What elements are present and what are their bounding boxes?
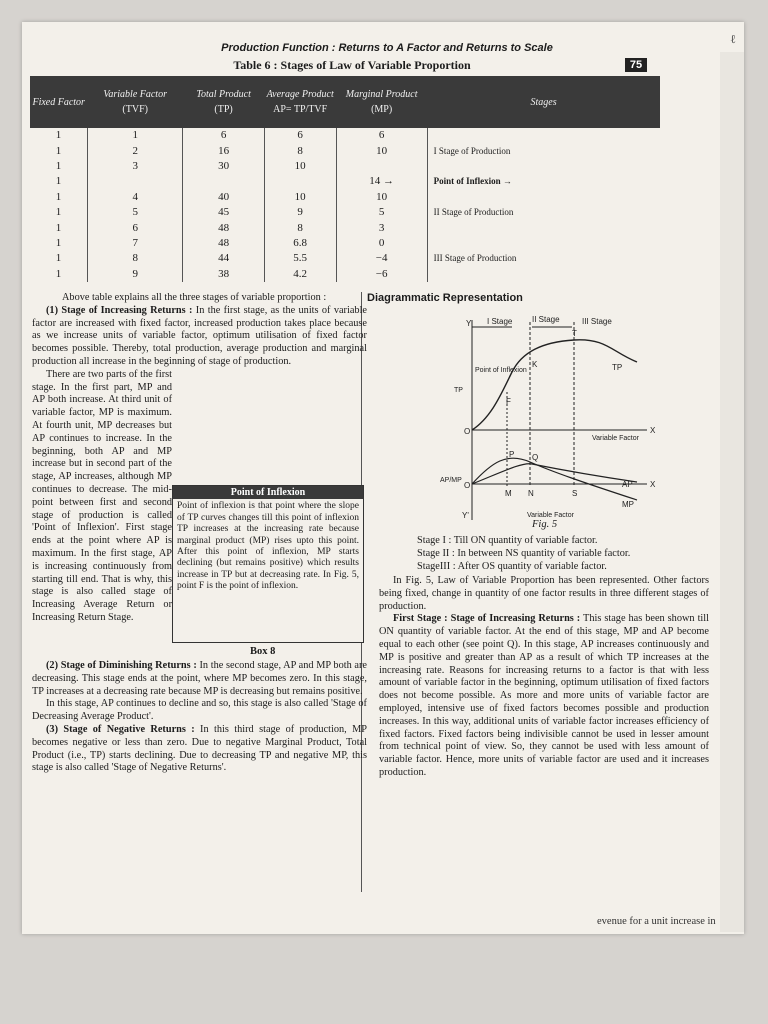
point-f: F <box>506 397 511 406</box>
tp-curve <box>472 340 637 430</box>
table-cell: 1 <box>87 128 183 143</box>
stage-cell: II Stage of Production <box>433 207 514 218</box>
table-cell: 14 → <box>336 174 427 189</box>
table-cell: 16 <box>183 143 264 158</box>
stage-cell <box>427 236 660 251</box>
box-heading: Point of Inflexion <box>173 486 363 499</box>
table-cell: 1 <box>30 174 87 189</box>
table-cell: 6 <box>336 128 427 143</box>
book-page <box>22 22 744 934</box>
point-of-inflexion-box <box>172 485 364 643</box>
stage-cell <box>427 159 660 174</box>
box-label: Box 8 <box>250 646 276 657</box>
table-cell: 1 <box>30 267 87 282</box>
table-cell: 1 <box>30 251 87 266</box>
table-cell: −6 <box>336 267 427 282</box>
x-label-top: X <box>650 426 656 435</box>
header-stages: Stages <box>427 76 660 128</box>
table-cell: 9 <box>87 267 183 282</box>
table-cell: 40 <box>183 190 264 205</box>
table-cell: 1 <box>30 143 87 158</box>
stage-cell <box>427 267 660 282</box>
stage3-label: III Stage <box>582 317 612 326</box>
table-row <box>30 236 660 251</box>
table-row <box>30 220 660 235</box>
table-row <box>30 174 660 189</box>
stage-def-1: Stage I : Till ON quantity of variable factor. <box>417 535 598 546</box>
table-cell: 8 <box>264 220 336 235</box>
table-cell: 1 <box>30 159 87 174</box>
table-title: Table 6 : Stages of Law of Variable Proportion <box>233 58 471 72</box>
next-page-text: evenue for a unit increase in <box>597 916 716 927</box>
ap-label: AP <box>622 480 633 489</box>
table-cell: 45 <box>183 205 264 220</box>
paragraph-stage-1: (1) Stage of Increasing Returns : In the first stage, as the units of variable factor are increased with fixed factor, increased production takes place because as we increase units of variable factor, optimum utilisation of fixed factor becomes possible. Thereby, total production, average production and marginal production all increase in the beginning of stage of production. <box>32 304 367 367</box>
point-k: K <box>532 360 538 369</box>
point-p: P <box>509 450 515 459</box>
table-body <box>30 128 660 282</box>
paragraph-stage-3: (3) Stage of Negative Returns : In this third stage of production, MP becomes negative or less than zero. Due to negative Marginal Product, Total Product (i.e., TP) starts declining. Due to decreasing TP and negative MP, this stage is also called 'Stage of Negative Returns'. <box>32 723 367 774</box>
table-cell: 3 <box>336 220 427 235</box>
table-cell: 3 <box>87 159 183 174</box>
point-s: S <box>572 489 578 498</box>
stage-cell <box>427 190 660 205</box>
table-cell: 5 <box>87 205 183 220</box>
table-cell: −4 <box>336 251 427 266</box>
table-cell: 10 <box>264 159 336 174</box>
table-cell: 1 <box>30 205 87 220</box>
paragraph-stage-2: (2) Stage of Diminishing Returns : In the second stage, AP and MP both are decreasing. This stage ends at the point, where MP becomes zero. In this stage, TP increases at a decreasing rate because MP is decreasing but remains positive. <box>32 660 367 697</box>
figure-caption: Fig. 5 <box>532 519 558 530</box>
table-row <box>30 159 660 174</box>
table-cell: 8 <box>264 143 336 158</box>
header-average-product: Average Product AP= TP/TVF <box>264 76 336 128</box>
stage-cell: Point of Inflexion → <box>433 176 512 187</box>
table-cell: 30 <box>183 159 264 174</box>
table-cell: 8 <box>87 251 183 266</box>
table-cell: 9 <box>264 205 336 220</box>
stage2-label: II Stage <box>532 315 560 324</box>
table-cell: 10 <box>264 190 336 205</box>
table-cell: 0 <box>336 236 427 251</box>
table-cell: 1 <box>30 220 87 235</box>
running-title: Production Function : Returns to A Factor and Returns to Scale <box>221 42 553 54</box>
table-cell: 48 <box>183 236 264 251</box>
left-column-lower <box>32 660 367 775</box>
stage-cell <box>427 220 660 235</box>
right-column <box>379 575 709 780</box>
tp-label: TP <box>612 363 623 372</box>
x-label-bottom: X <box>650 480 656 489</box>
corner-mark: ℓ <box>730 32 736 46</box>
tp-axis-label: TP <box>454 387 463 394</box>
table-cell <box>264 174 336 189</box>
ap-mp-axis-label: AP/MP <box>440 477 462 484</box>
table-row <box>30 251 660 266</box>
paragraph-first-stage: First Stage : Stage of Increasing Returns : This stage has been shown till ON quantity of variable factor. At the end of this stage, MP and AP become equal to each other (see point Q). In this stage, AP increases continuously and MP is positive and greater than AP as a result of which TP increases at the increasing rate. Reasons for increasing returns to a factor is that with less amount of variable factor in the beginning, optimum utilisation of fixed factors does not become possible. As more and more units of variable factor are employed, intensive use of fixed factors becomes possible and production increases. In this way, additional units of variable factor increases efficiency of fixed factors. Fixed factors being indivisible cannot be used in lesser amount from technical point of view. So, they cannot be used with less amount of variable factor. Hence, more units of variable factor are used and it increases production. <box>379 613 710 778</box>
point-t: T <box>572 329 577 338</box>
point-n: N <box>528 489 534 498</box>
table-cell: 38 <box>183 267 264 282</box>
page-number: 75 <box>625 58 647 72</box>
table-row <box>30 205 660 220</box>
header-fixed-factor: Fixed Factor <box>30 76 87 128</box>
table-cell: 5.5 <box>264 251 336 266</box>
stage-def-2: Stage II : In between NS quantity of variable factor. <box>417 548 631 559</box>
table-row <box>30 128 660 143</box>
stage-cell: III Stage of Production <box>433 253 517 264</box>
table-cell: 10 <box>336 190 427 205</box>
table-cell: 5 <box>336 205 427 220</box>
stage1-label: I Stage <box>487 317 513 326</box>
table-row <box>30 143 660 158</box>
mp-label: MP <box>622 500 634 509</box>
origin-bottom: O <box>464 481 471 490</box>
table-cell: 6 <box>264 128 336 143</box>
table-cell: 2 <box>87 143 183 158</box>
y-prime-label: Y' <box>462 511 469 520</box>
diagram-title: Diagrammatic Representation <box>367 292 523 304</box>
stage-def-3: StageIII : After OS quantity of variable factor. <box>417 561 607 572</box>
point-q: Q <box>532 453 539 462</box>
table-cell: 48 <box>183 220 264 235</box>
origin-top: O <box>464 427 471 436</box>
variable-factor-x-label: Variable Factor <box>527 512 574 519</box>
stages-table <box>30 76 660 282</box>
variable-factor-label: Variable Factor <box>592 435 639 442</box>
page-edge <box>720 52 744 932</box>
table-cell <box>336 159 427 174</box>
box-body: Point of inflexion is that point where the slope of TP curves changes till this point of inflexion TP increases at the increasing rate because marginal product (MP) rises upto this point. After this point of inflexion, MP starts declining (but remains positive) which results increase in TP but at decreasing rate. In Fig. 5, point F is the point of inflexion. <box>177 501 359 592</box>
mp-curve <box>472 458 637 500</box>
paragraph-stage-1-parts: There are two parts of the first stage. In the first part, MP and AP both increase. At third unit of variable factor, MP is maximum. At fourth unit, MP decreases but AP continues to increase. In the beginning, both AP and MP increase but in second part of the stage, AP increases, although MP continues to decrease. The mid-point between first and second stage of production is called 'Point of Inflexion'. First stage ends at the point where AP is maximum. In the first stage, AP is increasing continuously from starting till end. That is why, this stage is also called stage of Increasing Average Return or Increasing Return Stage. <box>32 368 172 623</box>
y-label: Y <box>466 319 472 328</box>
table-cell <box>87 174 183 189</box>
paragraph-stage-2-cont: In this stage, AP continues to decline and so, this stage is also called 'Stage of Decreasing Average Product'. <box>32 698 367 723</box>
table-cell: 10 <box>336 143 427 158</box>
intro-paragraph: Above table explains all the three stages of variable proportion : <box>62 292 327 303</box>
stage-cell: I Stage of Production <box>433 145 511 156</box>
table-cell: 1 <box>30 236 87 251</box>
variable-proportion-figure <box>432 312 672 522</box>
table-cell: 6 <box>183 128 264 143</box>
point-m: M <box>505 489 512 498</box>
table-cell: 44 <box>183 251 264 266</box>
header-variable-factor: Variable Factor (TVF) <box>87 76 183 128</box>
table-cell: 1 <box>30 190 87 205</box>
header-marginal-product: Marginal Product (MP) <box>336 76 427 128</box>
table-cell: 6 <box>87 220 183 235</box>
table-row <box>30 267 660 282</box>
table-row <box>30 190 660 205</box>
table-cell: 1 <box>30 128 87 143</box>
table-cell: 4.2 <box>264 267 336 282</box>
table-cell: 4 <box>87 190 183 205</box>
table-cell: 7 <box>87 236 183 251</box>
table-cell <box>183 174 264 189</box>
header-total-product: Total Product (TP) <box>183 76 264 128</box>
stage-cell <box>427 128 660 143</box>
table-cell: 6.8 <box>264 236 336 251</box>
paragraph-fig-description: In Fig. 5, Law of Variable Proportion has been represented. Other factors being fixed, change in quantity of one factor results in three different stages of production. <box>379 575 709 612</box>
inflexion-label: Point of Inflexion <box>475 367 527 374</box>
stage-definitions <box>417 534 717 573</box>
ap-curve <box>472 464 637 484</box>
